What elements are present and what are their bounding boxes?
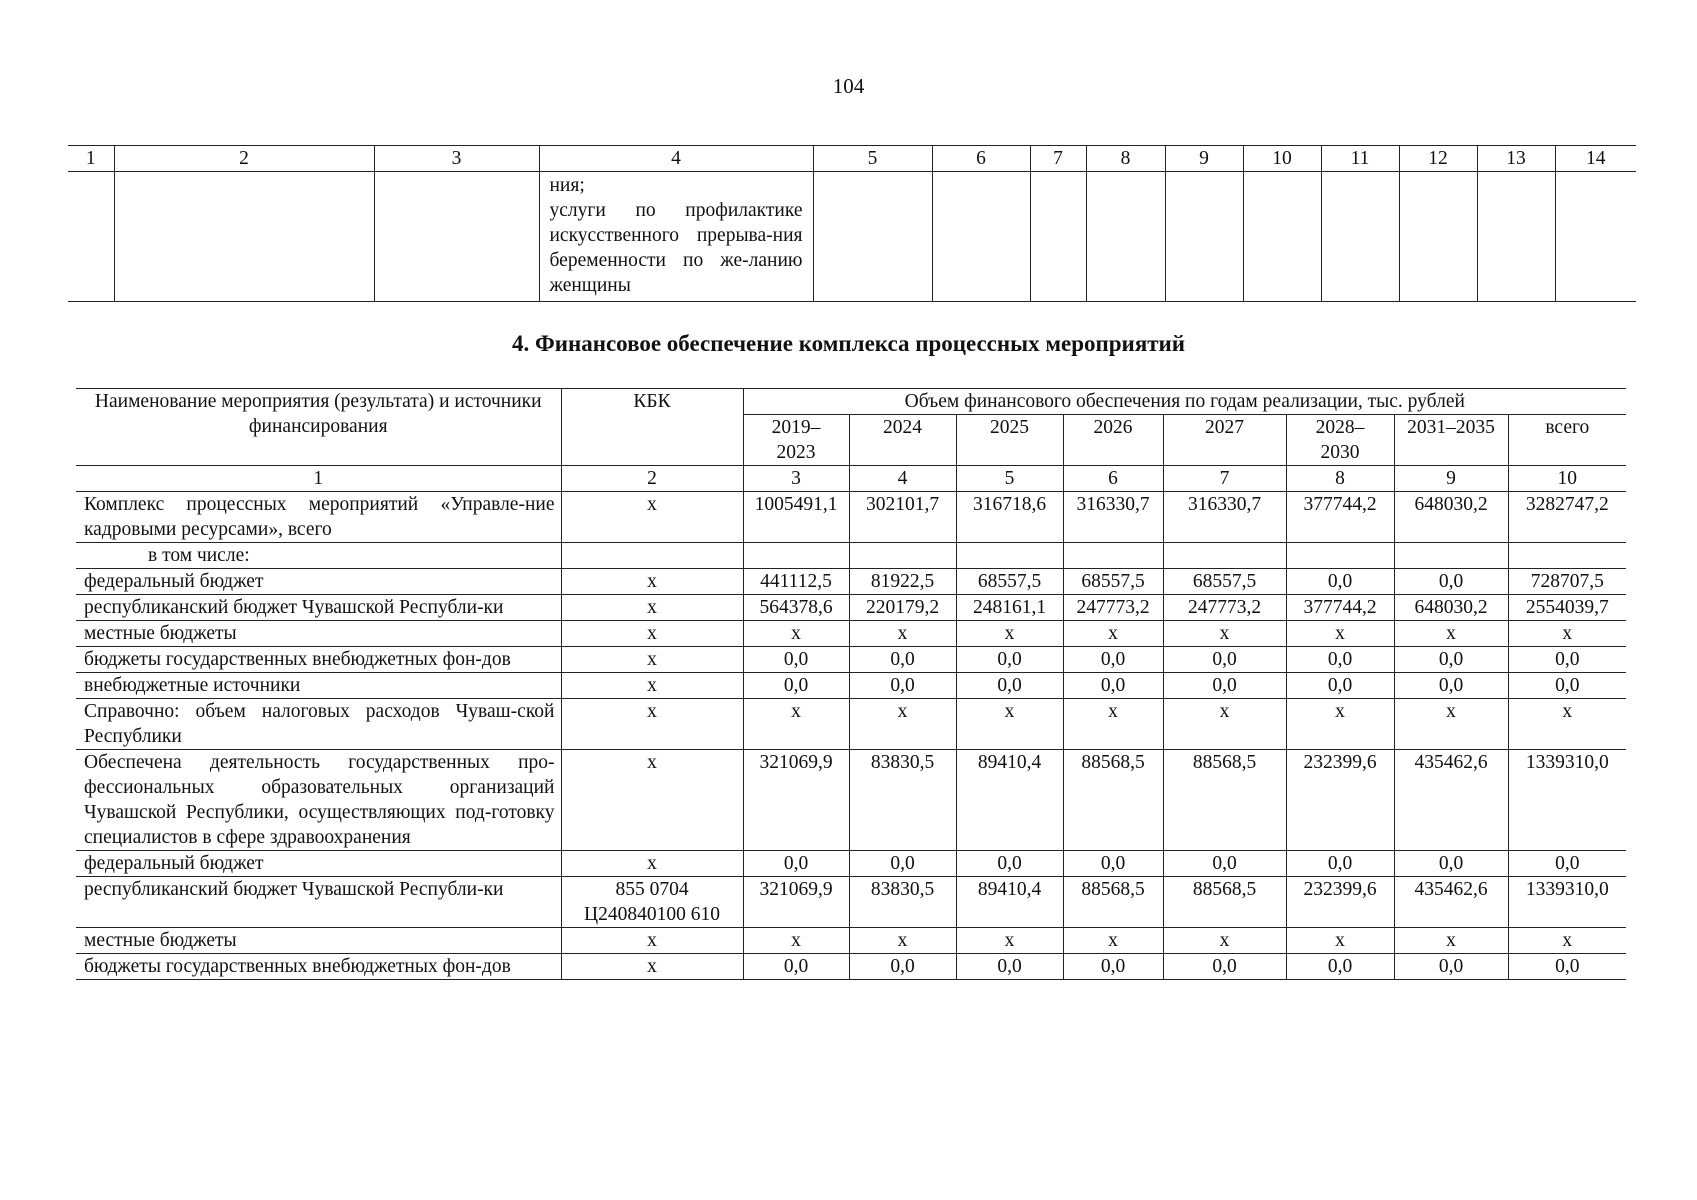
row-value: 232399,6 bbox=[1286, 750, 1394, 851]
row-kbk: х bbox=[561, 673, 743, 699]
row-value: х bbox=[1063, 621, 1163, 647]
header-year: 2027 bbox=[1163, 415, 1286, 466]
row-value bbox=[1286, 543, 1394, 569]
row-value bbox=[1163, 543, 1286, 569]
row-value: 248161,1 bbox=[956, 595, 1063, 621]
row-value: 0,0 bbox=[1286, 673, 1394, 699]
row-value: 0,0 bbox=[1394, 851, 1508, 877]
row-value: 441112,5 bbox=[743, 569, 849, 595]
continuation-text bbox=[539, 172, 813, 302]
header-year: 2028– 2030 bbox=[1286, 415, 1394, 466]
continuation-header-row bbox=[68, 146, 1636, 172]
row-value: 0,0 bbox=[1063, 851, 1163, 877]
row-value: 0,0 bbox=[1394, 647, 1508, 673]
row-value: х bbox=[1163, 621, 1286, 647]
header-year: 2019– 2023 bbox=[743, 415, 849, 466]
row-value bbox=[956, 543, 1063, 569]
row-value: 0,0 bbox=[1063, 673, 1163, 699]
row-value: 1339310,0 bbox=[1508, 750, 1626, 851]
row-value: 0,0 bbox=[956, 851, 1063, 877]
row-value: 0,0 bbox=[956, 647, 1063, 673]
row-value: 0,0 bbox=[1394, 569, 1508, 595]
row-name: бюджеты государственных внебюджетных фон-дов bbox=[76, 954, 561, 980]
header-year: всего bbox=[1508, 415, 1626, 466]
continuation-table bbox=[68, 145, 1636, 302]
row-value: 316330,7 bbox=[1163, 492, 1286, 543]
row-value: х bbox=[1286, 928, 1394, 954]
row-value: 0,0 bbox=[1286, 569, 1394, 595]
row-value: 302101,7 bbox=[849, 492, 956, 543]
row-value: 0,0 bbox=[1508, 954, 1626, 980]
row-value: х bbox=[1394, 621, 1508, 647]
header-column-number: 9 bbox=[1394, 466, 1508, 492]
row-value: 0,0 bbox=[1163, 851, 1286, 877]
row-value: 0,0 bbox=[743, 647, 849, 673]
header-column-number: 1 bbox=[76, 466, 561, 492]
continuation-header-cell: 12 bbox=[1399, 146, 1477, 172]
continuation-header-cell: 5 bbox=[813, 146, 932, 172]
row-value: 88568,5 bbox=[1063, 750, 1163, 851]
header-column-number: 3 bbox=[743, 466, 849, 492]
row-value: 3282747,2 bbox=[1508, 492, 1626, 543]
row-value: х bbox=[743, 621, 849, 647]
table-row bbox=[76, 851, 1626, 877]
table-row bbox=[76, 492, 1626, 543]
row-value: 0,0 bbox=[1063, 954, 1163, 980]
continuation-header-cell: 11 bbox=[1321, 146, 1399, 172]
table-row bbox=[76, 647, 1626, 673]
row-kbk: х bbox=[561, 750, 743, 851]
continuation-text-content: ния; услуги по профилактике искусственного прерыва-ния беременности по же-ланию женщины bbox=[549, 175, 803, 296]
row-value: 728707,5 bbox=[1508, 569, 1626, 595]
row-value: 377744,2 bbox=[1286, 492, 1394, 543]
row-kbk: х bbox=[561, 621, 743, 647]
table-row bbox=[76, 621, 1626, 647]
row-name: в том числе: bbox=[76, 543, 561, 569]
continuation-row bbox=[68, 172, 1636, 302]
continuation-header-cell: 13 bbox=[1477, 146, 1555, 172]
row-kbk: х bbox=[561, 492, 743, 543]
table-row bbox=[76, 543, 1626, 569]
table-row bbox=[76, 750, 1626, 851]
row-value: 88568,5 bbox=[1163, 750, 1286, 851]
row-value: 0,0 bbox=[956, 673, 1063, 699]
continuation-header-cell: 9 bbox=[1165, 146, 1243, 172]
header-column-number: 5 bbox=[956, 466, 1063, 492]
row-name: внебюджетные источники bbox=[76, 673, 561, 699]
row-name: республиканский бюджет Чувашской Республи-ки bbox=[76, 595, 561, 621]
header-kbk: КБК bbox=[561, 389, 743, 466]
header-column-number: 10 bbox=[1508, 466, 1626, 492]
row-value: х bbox=[1163, 928, 1286, 954]
row-value: 81922,5 bbox=[849, 569, 956, 595]
row-value: 648030,2 bbox=[1394, 595, 1508, 621]
table-row bbox=[76, 928, 1626, 954]
row-value: 435462,6 bbox=[1394, 877, 1508, 928]
header-column-number: 8 bbox=[1286, 466, 1394, 492]
row-value: 0,0 bbox=[1163, 647, 1286, 673]
row-value: 0,0 bbox=[1286, 954, 1394, 980]
header-column-number: 7 bbox=[1163, 466, 1286, 492]
row-value bbox=[1508, 543, 1626, 569]
row-value: 316330,7 bbox=[1063, 492, 1163, 543]
row-value: 83830,5 bbox=[849, 750, 956, 851]
header-year: 2025 bbox=[956, 415, 1063, 466]
row-name: Комплекс процессных мероприятий «Управле-ние кадровыми ресурсами», всего bbox=[76, 492, 561, 543]
row-value: х bbox=[956, 699, 1063, 750]
row-value: х bbox=[956, 928, 1063, 954]
row-value: 0,0 bbox=[1286, 851, 1394, 877]
header-column-number: 6 bbox=[1063, 466, 1163, 492]
header-year: 2024 bbox=[849, 415, 956, 466]
row-value: 232399,6 bbox=[1286, 877, 1394, 928]
row-value: 321069,9 bbox=[743, 750, 849, 851]
row-value: 1005491,1 bbox=[743, 492, 849, 543]
continuation-header-cell: 14 bbox=[1555, 146, 1636, 172]
row-value: 0,0 bbox=[743, 851, 849, 877]
row-value: 0,0 bbox=[1163, 954, 1286, 980]
row-kbk: х bbox=[561, 928, 743, 954]
row-kbk: х bbox=[561, 595, 743, 621]
row-value: 321069,9 bbox=[743, 877, 849, 928]
header-column-number: 4 bbox=[849, 466, 956, 492]
row-value: 88568,5 bbox=[1163, 877, 1286, 928]
header-name: Наименование мероприятия (результата) и источники финансирования bbox=[76, 389, 561, 466]
table-row bbox=[76, 673, 1626, 699]
row-value: 89410,4 bbox=[956, 750, 1063, 851]
row-value: 247773,2 bbox=[1063, 595, 1163, 621]
table-row bbox=[76, 569, 1626, 595]
row-value: 89410,4 bbox=[956, 877, 1063, 928]
table-row bbox=[76, 595, 1626, 621]
finance-table bbox=[76, 388, 1626, 980]
continuation-header-cell: 10 bbox=[1243, 146, 1321, 172]
row-value: 564378,6 bbox=[743, 595, 849, 621]
row-value: 0,0 bbox=[1394, 673, 1508, 699]
row-kbk bbox=[561, 543, 743, 569]
row-value: х bbox=[1394, 928, 1508, 954]
row-value: 0,0 bbox=[849, 673, 956, 699]
row-value: 220179,2 bbox=[849, 595, 956, 621]
continuation-header-cell: 2 bbox=[114, 146, 374, 172]
row-value: х bbox=[1063, 928, 1163, 954]
header-column-number: 2 bbox=[561, 466, 743, 492]
row-value bbox=[1394, 543, 1508, 569]
row-value: 0,0 bbox=[956, 954, 1063, 980]
row-value: х bbox=[956, 621, 1063, 647]
row-value bbox=[1063, 543, 1163, 569]
continuation-header-cell: 6 bbox=[932, 146, 1030, 172]
row-value: 0,0 bbox=[849, 851, 956, 877]
row-kbk: х bbox=[561, 647, 743, 673]
continuation-header-cell: 4 bbox=[539, 146, 813, 172]
row-value: 0,0 bbox=[1508, 673, 1626, 699]
row-value: х bbox=[1286, 699, 1394, 750]
row-value: х bbox=[1508, 928, 1626, 954]
row-value: х bbox=[1394, 699, 1508, 750]
header-year: 2026 bbox=[1063, 415, 1163, 466]
row-value: 0,0 bbox=[1508, 647, 1626, 673]
row-value: 247773,2 bbox=[1163, 595, 1286, 621]
row-value: х bbox=[1163, 699, 1286, 750]
row-name: Справочно: объем налоговых расходов Чуваш-ской Республики bbox=[76, 699, 561, 750]
row-kbk: х bbox=[561, 851, 743, 877]
row-name: федеральный бюджет bbox=[76, 851, 561, 877]
row-kbk: х bbox=[561, 569, 743, 595]
row-value: 0,0 bbox=[1508, 851, 1626, 877]
row-value: х bbox=[1063, 699, 1163, 750]
continuation-header-cell: 8 bbox=[1086, 146, 1165, 172]
row-value: х bbox=[849, 928, 956, 954]
row-value: 0,0 bbox=[1394, 954, 1508, 980]
row-value: х bbox=[849, 621, 956, 647]
row-kbk: х bbox=[561, 954, 743, 980]
row-kbk: 855 0704 Ц240840100 610 bbox=[561, 877, 743, 928]
row-value: 83830,5 bbox=[849, 877, 956, 928]
row-name: федеральный бюджет bbox=[76, 569, 561, 595]
row-value: 648030,2 bbox=[1394, 492, 1508, 543]
row-value: 68557,5 bbox=[1163, 569, 1286, 595]
row-value: 0,0 bbox=[849, 954, 956, 980]
row-kbk: х bbox=[561, 699, 743, 750]
row-value: 68557,5 bbox=[956, 569, 1063, 595]
table-row bbox=[76, 954, 1626, 980]
continuation-header-cell: 3 bbox=[374, 146, 539, 172]
row-value: 0,0 bbox=[1063, 647, 1163, 673]
row-name: местные бюджеты bbox=[76, 621, 561, 647]
continuation-header-cell: 7 bbox=[1030, 146, 1086, 172]
row-name: Обеспечена деятельность государственных про-фессиональных образовательных организаций Чувашской Республики, осуществляющих под-готовку специалистов в сфере здравоохранения bbox=[76, 750, 561, 851]
row-value: х bbox=[743, 699, 849, 750]
table-row bbox=[76, 877, 1626, 928]
row-value: х bbox=[1508, 699, 1626, 750]
header-year: 2031–2035 bbox=[1394, 415, 1508, 466]
finance-header-numbers bbox=[76, 466, 1626, 492]
row-value: 68557,5 bbox=[1063, 569, 1163, 595]
finance-header-row-1 bbox=[76, 389, 1626, 415]
row-value: 435462,6 bbox=[1394, 750, 1508, 851]
row-value: х bbox=[849, 699, 956, 750]
continuation-header-cell: 1 bbox=[68, 146, 114, 172]
row-value bbox=[743, 543, 849, 569]
row-value: х bbox=[1286, 621, 1394, 647]
row-value: 316718,6 bbox=[956, 492, 1063, 543]
table-row bbox=[76, 699, 1626, 750]
row-value: 0,0 bbox=[849, 647, 956, 673]
header-volume: Объем финансового обеспечения по годам реализации, тыс. рублей bbox=[743, 389, 1626, 415]
row-value: 88568,5 bbox=[1063, 877, 1163, 928]
row-name: местные бюджеты bbox=[76, 928, 561, 954]
row-value: 377744,2 bbox=[1286, 595, 1394, 621]
row-value: 0,0 bbox=[743, 673, 849, 699]
row-name: бюджеты государственных внебюджетных фон-дов bbox=[76, 647, 561, 673]
row-value: х bbox=[1508, 621, 1626, 647]
row-value: 0,0 bbox=[743, 954, 849, 980]
row-value: 0,0 bbox=[1286, 647, 1394, 673]
row-value: 0,0 bbox=[1163, 673, 1286, 699]
row-value: х bbox=[743, 928, 849, 954]
section-title: 4. Финансовое обеспечение комплекса процессных мероприятий bbox=[511, 331, 1186, 356]
row-value bbox=[849, 543, 956, 569]
row-value: 1339310,0 bbox=[1508, 877, 1626, 928]
row-name: республиканский бюджет Чувашской Республи-ки bbox=[76, 877, 561, 928]
page-number: 104 bbox=[832, 74, 865, 98]
row-value: 2554039,7 bbox=[1508, 595, 1626, 621]
